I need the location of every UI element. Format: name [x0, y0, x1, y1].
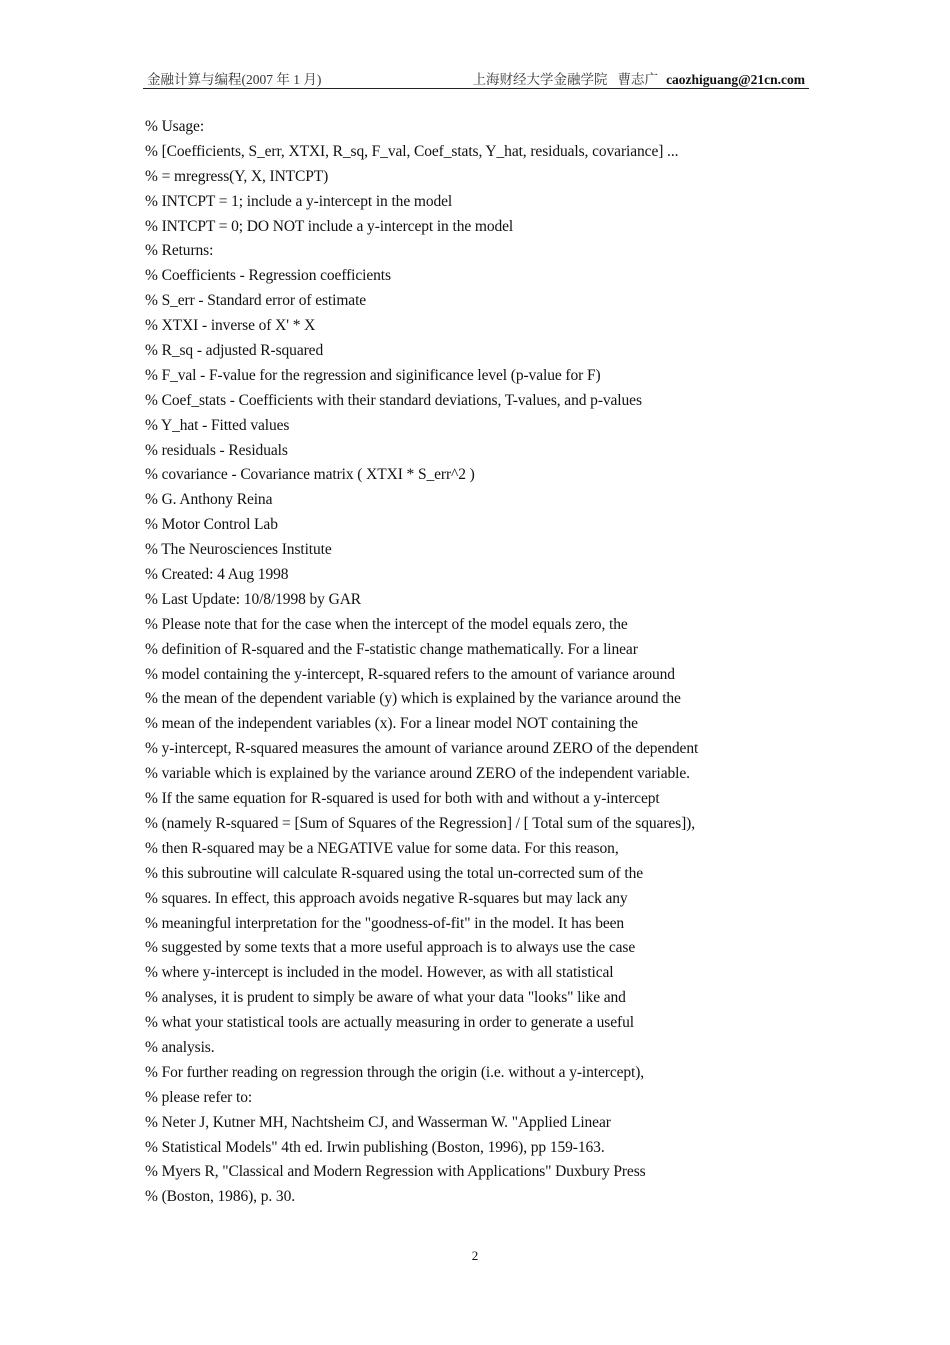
code-line: % For further reading on regression through the origin (i.e. without a y-intercept),	[145, 1063, 645, 1081]
institution-name: 上海财经大学金融学院	[472, 72, 608, 87]
code-line: % analyses, it is prudent to simply be aware of what your data "looks" like and	[145, 989, 626, 1007]
code-line: % Neter J, Kutner MH, Nachtsheim CJ, and Wasserman W. "Applied Linear	[145, 1113, 611, 1131]
code-line: % then R-squared may be a NEGATIVE value for some data. For this reason,	[145, 839, 619, 857]
code-line: % please refer to:	[145, 1088, 253, 1106]
code-line: % Coef_stats - Coefficients with their standard deviations, T-values, and p-values	[145, 391, 642, 409]
code-line: % covariance - Covariance matrix ( XTXI * S_err^2 )	[145, 466, 475, 484]
code-line: % F_val - F-value for the regression and siginificance level (p-value for F)	[145, 366, 601, 384]
code-line: % INTCPT = 1; include a y-intercept in the model	[145, 192, 453, 210]
code-line: % Returns:	[145, 242, 214, 260]
code-line: % definition of R-squared and the F-statistic change mathematically. For a linear	[145, 640, 638, 658]
code-line: % model containing the y-intercept, R-squared refers to the amount of variance around	[145, 665, 675, 683]
code-line: % (namely R-squared = [Sum of Squares of the Regression] / [ Total sum of the squares]),	[145, 814, 695, 832]
code-line: % Statistical Models" 4th ed. Irwin publishing (Boston, 1996), pp 159-163.	[145, 1138, 605, 1156]
code-line: % Usage:	[145, 118, 205, 135]
document-title: 金融计算与编程(2007 年 1 月)	[147, 72, 322, 87]
code-line: % squares. In effect, this approach avoids negative R-squares but may lack any	[145, 889, 628, 907]
code-line: % Motor Control Lab	[145, 516, 278, 534]
code-line: % this subroutine will calculate R-squared using the total un-corrected sum of the	[145, 864, 643, 882]
code-line: % G. Anthony Reina	[145, 491, 273, 509]
code-line: % Last Update: 10/8/1998 by GAR	[145, 590, 362, 608]
code-line: % The Neurosciences Institute	[145, 541, 332, 559]
code-line: % XTXI - inverse of X' * X	[145, 317, 316, 335]
page-header	[143, 60, 809, 89]
page-number: 2	[471, 1248, 479, 1263]
code-line: % meaningful interpretation for the "goodness-of-fit" in the model. It has been	[145, 914, 625, 932]
code-line: % S_err - Standard error of estimate	[145, 292, 367, 310]
code-line: % = mregress(Y, X, INTCPT)	[145, 167, 329, 185]
code-line: % analysis.	[145, 1038, 215, 1056]
code-line: % [Coefficients, S_err, XTXI, R_sq, F_val, Coef_stats, Y_hat, residuals, covariance] ...	[145, 142, 679, 160]
code-line: % Myers R, "Classical and Modern Regression with Applications" Duxbury Press	[145, 1163, 646, 1181]
code-line: % INTCPT = 0; DO NOT include a y-intercept in the model	[145, 217, 514, 235]
code-line: % If the same equation for R-squared is used for both with and without a y-intercept	[145, 790, 660, 808]
code-line: % R_sq - adjusted R-squared	[145, 342, 324, 360]
code-line: % variable which is explained by the variance around ZERO of the independent variable.	[145, 765, 690, 783]
code-line: % the mean of the dependent variable (y) which is explained by the variance around the	[145, 690, 681, 708]
code-line: % where y-intercept is included in the model. However, as with all statistical	[145, 964, 614, 982]
code-line: % mean of the independent variables (x). For a linear model NOT containing the	[145, 715, 638, 733]
code-line: % residuals - Residuals	[145, 441, 288, 459]
code-line: % (Boston, 1986), p. 30.	[145, 1188, 296, 1206]
code-line: % Created: 4 Aug 1998	[145, 566, 289, 584]
author-email: caozhiguang@21cn.com	[666, 72, 805, 87]
code-line: % suggested by some texts that a more useful approach is to always use the case	[145, 939, 636, 957]
author-name: 曹志广	[617, 72, 659, 87]
code-line: % what your statistical tools are actually measuring in order to generate a useful	[145, 1014, 634, 1032]
code-line: % y-intercept, R-squared measures the amount of variance around ZERO of the dependent	[145, 740, 699, 758]
code-line: % Please note that for the case when the intercept of the model equals zero, the	[145, 615, 628, 633]
code-line: % Coefficients - Regression coefficients	[145, 267, 391, 285]
code-line: % Y_hat - Fitted values	[145, 416, 290, 434]
header-affiliation	[473, 68, 805, 88]
code-comment-block	[145, 115, 785, 1210]
